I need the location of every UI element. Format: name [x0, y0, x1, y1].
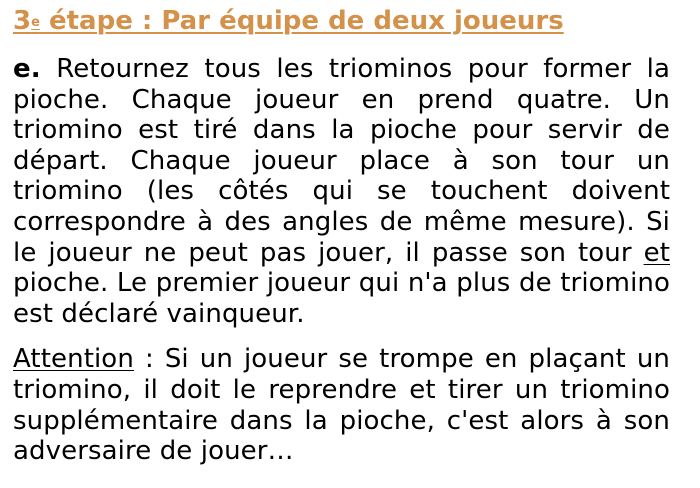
heading-number: 3 [13, 6, 32, 36]
underlined-word-et: et [643, 237, 670, 268]
rules-paragraph [13, 54, 670, 329]
attention-paragraph [13, 344, 670, 466]
step-label: e. [13, 54, 41, 84]
section-heading [13, 4, 670, 38]
rules-text-part-1: Retournez tous les triominos pour former la pioche. Chaque joueur en prend quatre. Un triomino est tiré dans la pioche pour servir de départ. Chaque joueur place à son tour un triomino (les côtés qui se touchent doivent correspondre à des angles de même mesure). Si le joueur ne peut pas jouer, il passe son tour [13, 54, 670, 268]
document-page [13, 4, 670, 467]
heading-superscript: e [31, 15, 40, 30]
attention-text: : Si un joueur se trompe en plaçant un triomino, il doit le reprendre et tirer un triomino supplémentaire dans la pioche, c'est alors à son adversaire de jouer… [13, 344, 670, 467]
rules-text-part-2: pioche. Le premier joueur qui n'a plus de triomino est déclaré vainqueur. [13, 268, 670, 329]
attention-label: Attention [13, 344, 134, 375]
heading-text: étape : Par équipe de deux joueurs [39, 6, 564, 36]
